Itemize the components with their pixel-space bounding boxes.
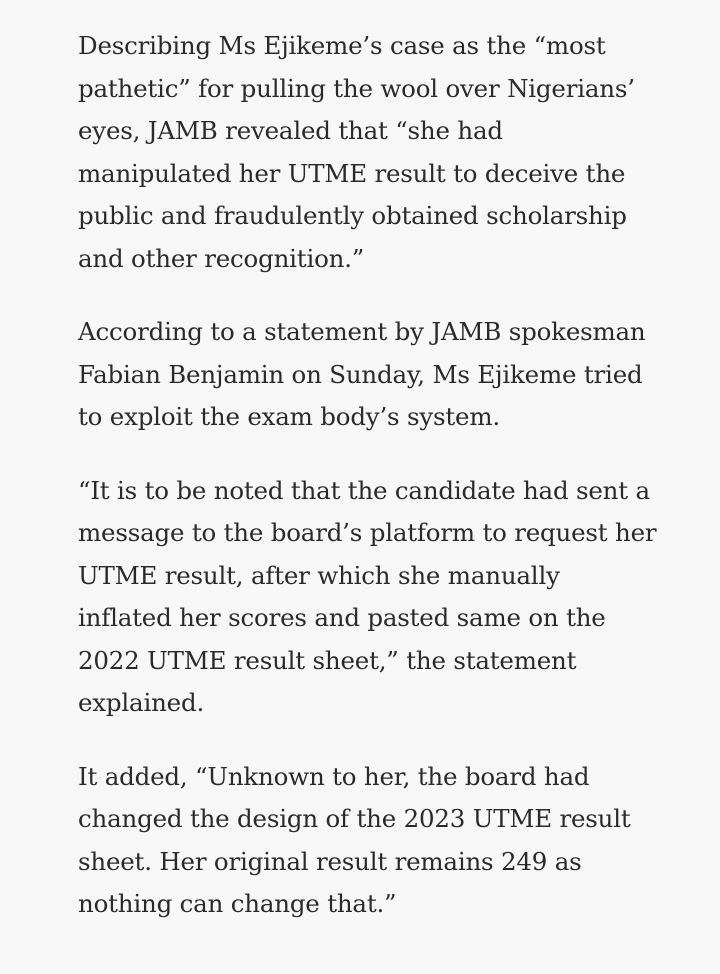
paragraph-line: inflated her scores and pasted same on the	[78, 603, 606, 632]
paragraph-4	[78, 756, 688, 926]
paragraph-line: to exploit the exam body’s system.	[78, 402, 500, 431]
paragraph-line: Fabian Benjamin on Sunday, Ms Ejikeme tried	[78, 359, 643, 389]
paragraph-line: “It is to be noted that the candidate had sent a	[78, 475, 650, 505]
paragraph-3	[78, 470, 688, 725]
paragraph-line: It added, “Unknown to her, the board had	[78, 761, 590, 791]
paragraph-line: message to the board’s platform to request her	[78, 518, 657, 547]
paragraph-line: According to a statement by JAMB spokesman	[78, 317, 646, 346]
paragraph-line: changed the design of the 2023 UTME result	[78, 804, 631, 833]
paragraph-line: and other recognition.”	[78, 243, 365, 273]
article-body	[78, 25, 688, 957]
paragraph-line: manipulated her UTME result to deceive the	[78, 158, 626, 188]
paragraph-line: pathetic” for pulling the wool over Nigerians’	[78, 73, 635, 103]
paragraph-line: eyes, JAMB revealed that “she had	[78, 116, 503, 145]
paragraph-line: UTME result, after which she manually	[78, 560, 560, 590]
paragraph-line: sheet. Her original result remains 249 as	[78, 846, 582, 876]
paragraph-2	[78, 311, 688, 439]
paragraph-line: Describing Ms Ejikeme’s case as the “most	[78, 31, 606, 60]
paragraph-line: explained.	[78, 688, 205, 717]
paragraph-line: nothing can change that.”	[78, 889, 397, 918]
paragraph-1	[78, 25, 688, 280]
paragraph-line: 2022 UTME result sheet,” the statement	[78, 645, 577, 675]
paragraph-line: public and fraudulently obtained scholarship	[78, 201, 627, 230]
